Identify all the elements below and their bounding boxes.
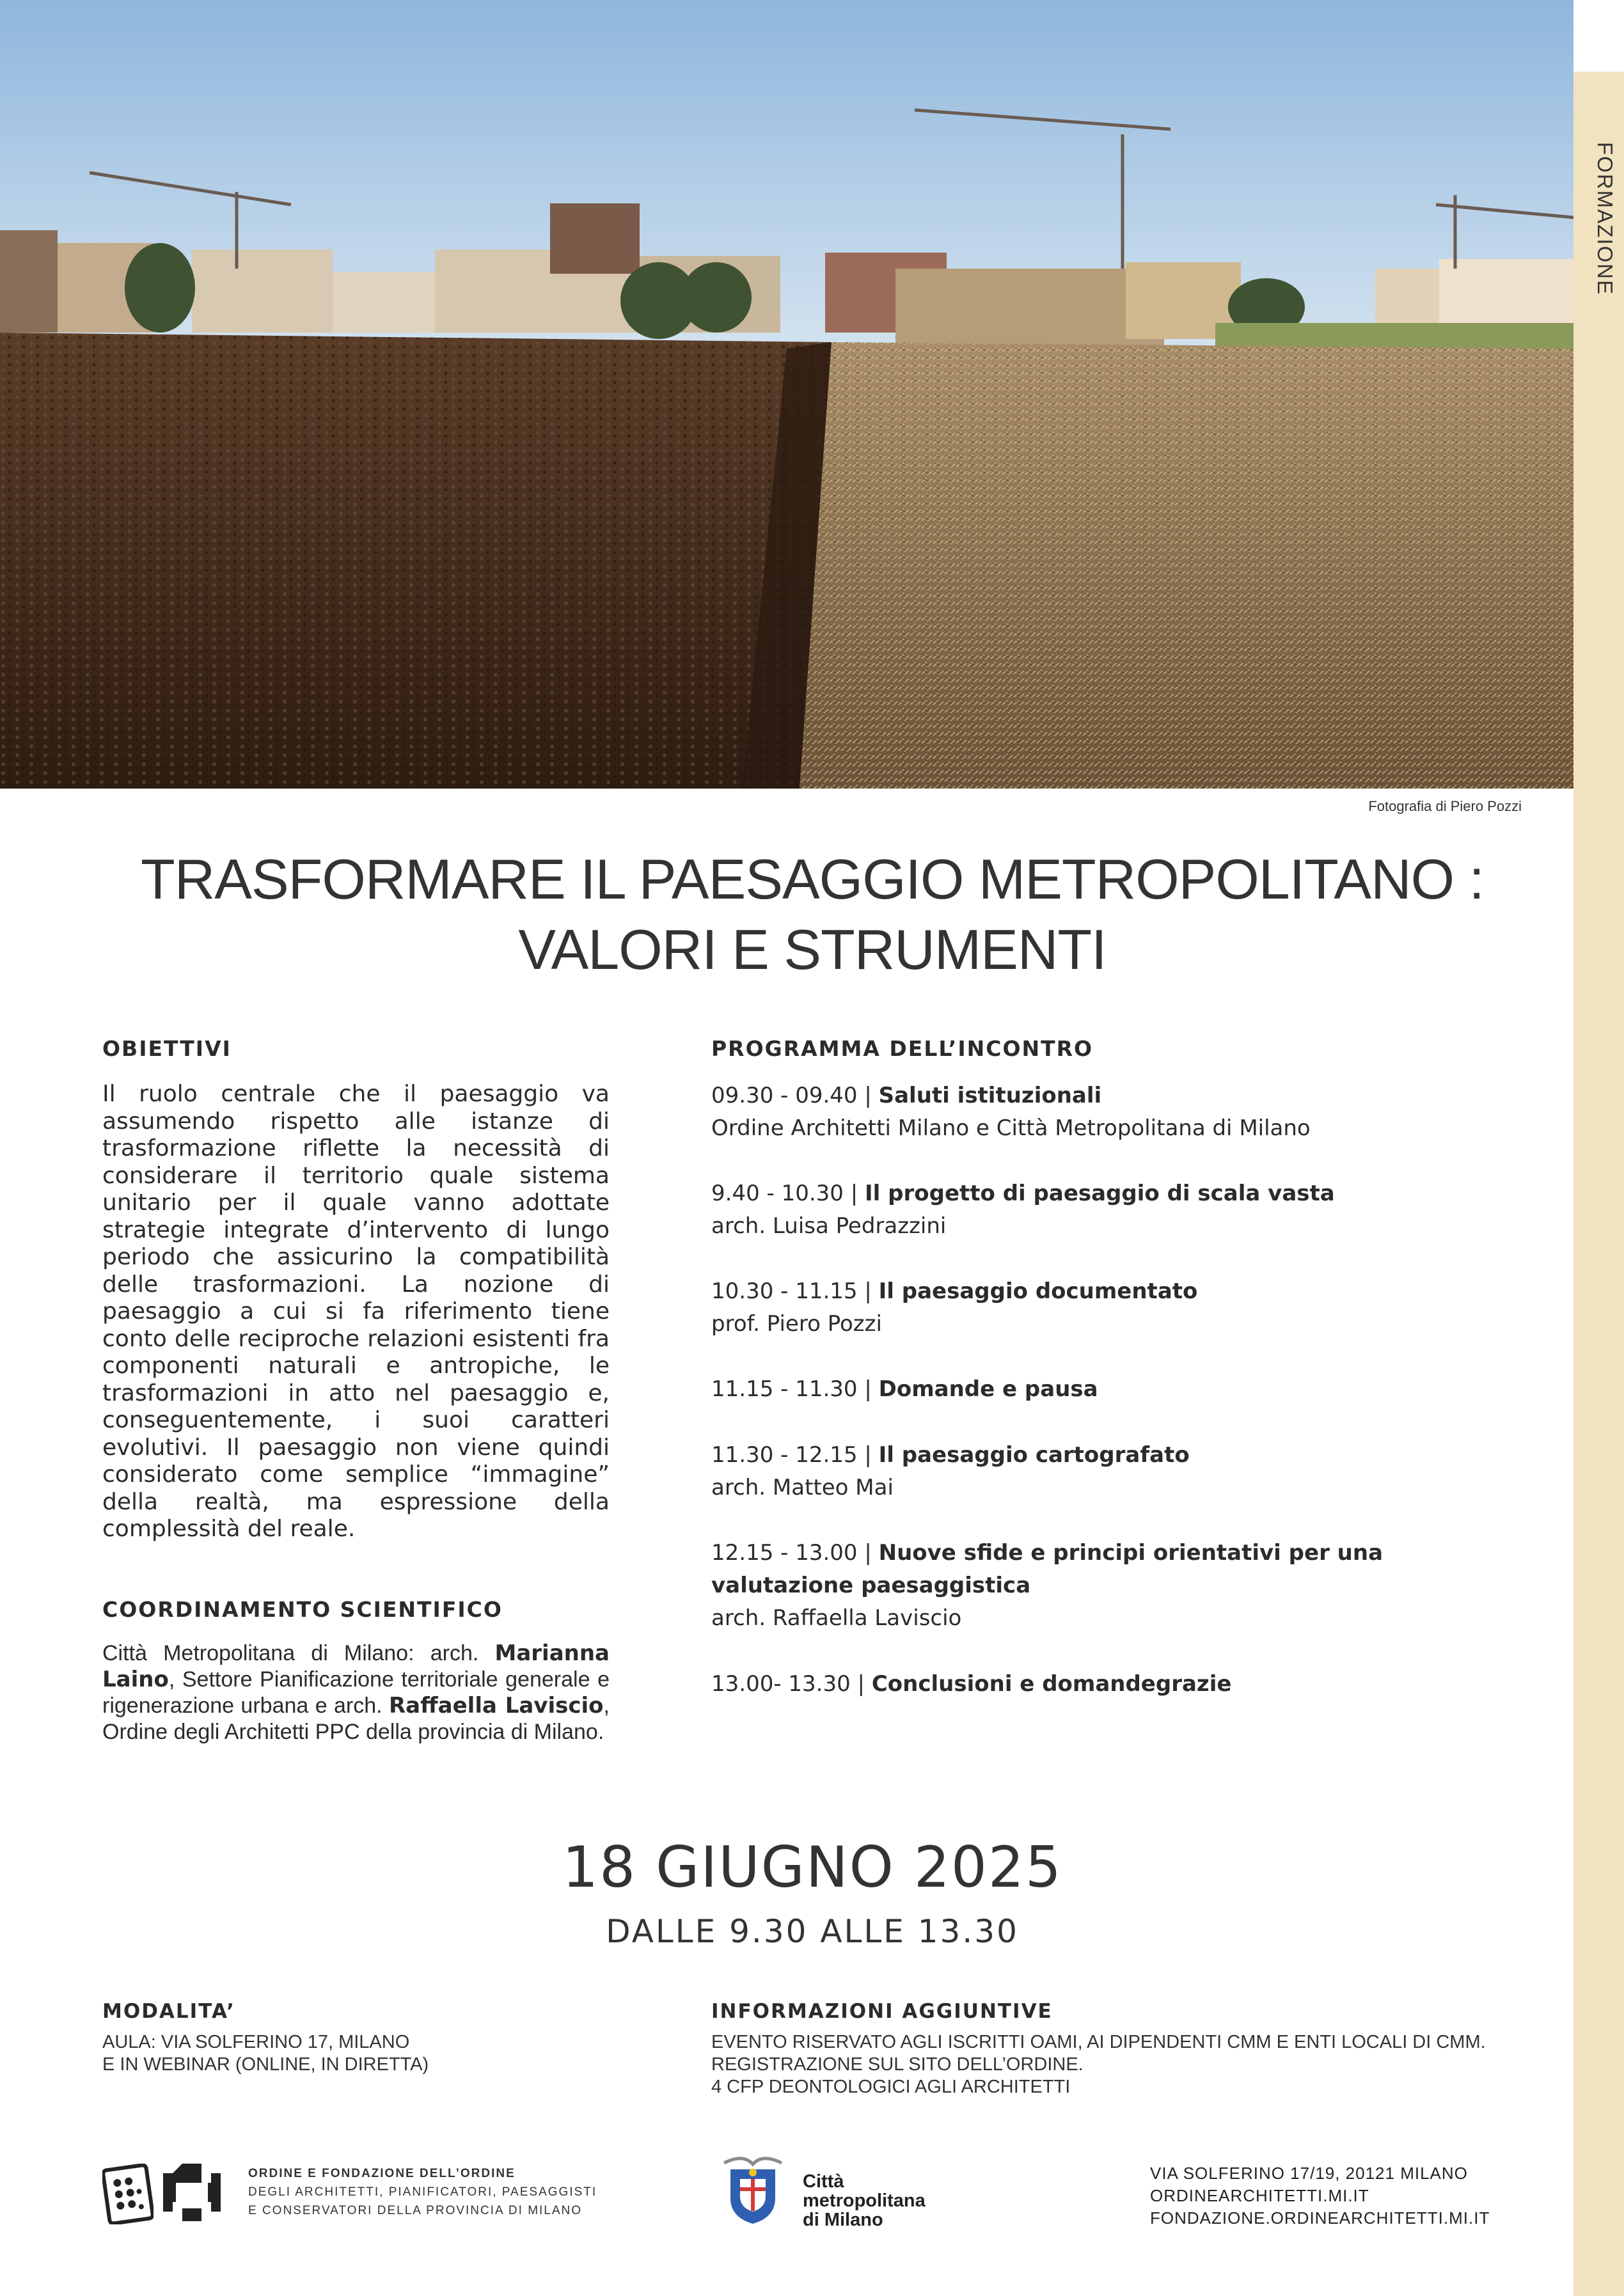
photo-credit: Fotografia di Piero Pozzi [1368, 798, 1522, 814]
program-item [711, 1537, 1524, 1635]
program-item [711, 1373, 1524, 1406]
cm-line: di Milano [803, 2210, 883, 2230]
hero-photo [0, 0, 1573, 789]
ordine-line: ORDINE E FONDAZIONE DELL’ORDINE [248, 2167, 516, 2180]
program-speaker: arch. Luisa Pedrazzini [711, 1213, 947, 1239]
info-heading: INFORMAZIONI AGGIUNTIVE [711, 2000, 1053, 2023]
modalita-heading: MODALITA’ [102, 2000, 235, 2023]
program-title: Il progetto di paesaggio di scala vasta [865, 1181, 1335, 1206]
program-item [711, 1668, 1524, 1701]
program-speaker: prof. Piero Pozzi [711, 1311, 882, 1337]
coord-part-3: , Ordine degli Architetti PPC della provincia di Milano. [102, 1694, 610, 1744]
modalita-line: E IN WEBINAR (ONLINE, IN DIRETTA) [102, 2054, 429, 2075]
coord-part-1: Città Metropolitana di Milano: arch. [102, 1641, 495, 1665]
obiettivi-heading: OBIETTIVI [102, 1036, 232, 1061]
coord-name-1: Marianna Laino [102, 1640, 610, 1692]
info-line: EVENTO RISERVATO AGLI ISCRITTI OAMI, AI DIPENDENTI CMM E ENTI LOCALI DI CMM. [711, 2032, 1486, 2052]
program-time: 9.40 - 10.30 | [711, 1181, 865, 1206]
program-time: 11.30 - 12.15 | [711, 1442, 879, 1468]
cm-line: metropolitana [803, 2190, 926, 2211]
program-title: Domande e pausa [878, 1376, 1098, 1402]
cm-line: Città [803, 2171, 844, 2192]
event-hours: DALLE 9.30 ALLE 13.30 [606, 1913, 1019, 1950]
contact-block [1150, 2162, 1490, 2229]
ordine-line: DEGLI ARCHITETTI, PIANIFICATORI, PAESAGGISTI [248, 2185, 597, 2199]
program-speaker: Ordine Architetti Milano e Città Metropolitana di Milano [711, 1115, 1311, 1141]
coord-name-2: Raffaella Laviscio [389, 1693, 604, 1718]
modalita-text [102, 2031, 429, 2076]
contact-foundation-link[interactable]: FONDAZIONE.ORDINEARCHITETTI.MI.IT [1150, 2208, 1490, 2228]
program-title: Saluti istituzionali [878, 1083, 1102, 1108]
modalita-line: AULA: VIA SOLFERINO 17, MILANO [102, 2032, 410, 2052]
program-title: Il paesaggio documentato [878, 1278, 1198, 1304]
info-line: REGISTRAZIONE SUL SITO DELL’ORDINE. [711, 2054, 1084, 2075]
program-time: 13.00- 13.30 | [711, 1671, 872, 1697]
program-title: Il paesaggio cartografato [878, 1442, 1190, 1468]
cm-name [803, 2172, 926, 2229]
program-item [711, 1177, 1524, 1243]
program-speaker: arch. Raffaella Laviscio [711, 1605, 962, 1631]
program-title: Conclusioni e domandegrazie [871, 1671, 1232, 1697]
fondazione-logo-icon [163, 2164, 221, 2221]
title-line-1: TRASFORMARE IL PAESAGGIO METROPOLITANO : [140, 847, 1484, 911]
program-time: 10.30 - 11.15 | [711, 1278, 879, 1304]
program-time: 11.15 - 11.30 | [711, 1376, 879, 1402]
program-time: 09.30 - 09.40 | [711, 1083, 879, 1108]
obiettivi-text: Il ruolo centrale che il paesaggio va assumendo rispetto alle istanze di trasformazione riflette la necessità di considerare il territorio quale sistema unitario per il quale vanno adottate strategie integrate d’intervento di lungo periodo che assicurino la compatibilità delle trasformazioni. La nozione di paesaggio a cui si fa riferimento tiene conto delle reciproche relazioni esistenti fra componenti naturali e antropiche, le trasformazioni in atto nel paesaggio e, conseguentemente, i suoi caratteri evolutivi. Il paesaggio non viene quindi considerato come semplice “immagine” della realtà, ma espressione della complessità del reale. [102, 1081, 610, 1542]
landscape-illustration [0, 0, 1573, 789]
program-time: 12.15 - 13.00 | [711, 1540, 879, 1566]
info-text [711, 2031, 1486, 2098]
section-label: FORMAZIONE [1593, 142, 1617, 295]
ordine-logo-icon [102, 2164, 154, 2224]
program-item [711, 1080, 1524, 1145]
program-speaker: arch. Matteo Mai [711, 1475, 894, 1500]
contact-website-link[interactable]: ORDINEARCHITETTI.MI.IT [1150, 2186, 1369, 2205]
side-band [1573, 72, 1624, 2296]
event-date: 18 GIUGNO 2025 [562, 1834, 1062, 1900]
program-item [711, 1439, 1524, 1504]
coordinamento-text [102, 1640, 610, 1745]
ordine-line: E CONSERVATORI DELLA PROVINCIA DI MILANO [248, 2204, 583, 2217]
ordine-name [248, 2164, 597, 2220]
contact-address: VIA SOLFERINO 17/19, 20121 MILANO [1150, 2164, 1468, 2183]
page-title [51, 844, 1573, 985]
title-line-2: VALORI E STRUMENTI [518, 918, 1107, 981]
coordinamento-heading: COORDINAMENTO SCIENTIFICO [102, 1597, 503, 1622]
coord-part-2: , Settore Pianificazione territoriale generale e rigenerazione urbana e arch. [102, 1667, 610, 1718]
info-line: 4 CFP DEONTOLOGICI AGLI ARCHITETTI [711, 2077, 1071, 2097]
program-title: Nuove sfide e principi orientativi per una valutazione paesaggistica [711, 1540, 1384, 1598]
program-item [711, 1275, 1524, 1341]
programma-heading: PROGRAMMA DELL’INCONTRO [711, 1036, 1094, 1061]
cm-crest-icon [711, 2150, 794, 2227]
